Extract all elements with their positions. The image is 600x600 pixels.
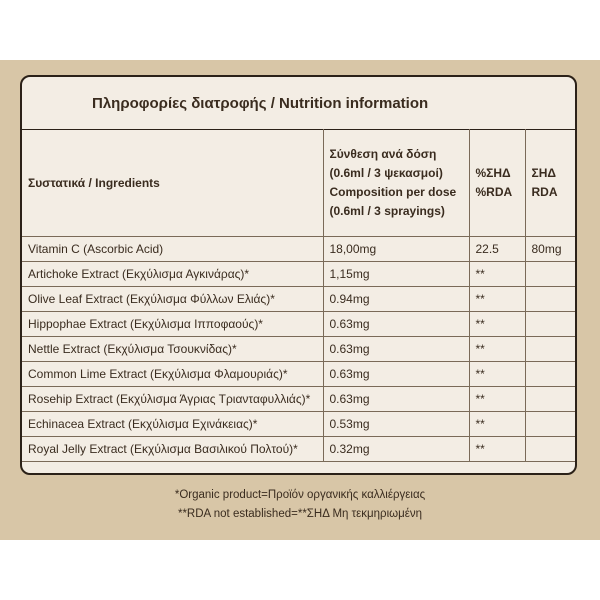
rda-cell xyxy=(525,312,575,337)
table-row xyxy=(22,287,575,312)
amount-cell: 0.63mg xyxy=(323,337,469,362)
rda-cell: 80mg xyxy=(525,237,575,262)
rda-cell xyxy=(525,362,575,387)
ingredient-cell: Echinacea Extract (Εκχύλισμα Εχινάκειας)* xyxy=(22,412,323,437)
ingredient-cell: Hippophae Extract (Εκχύλισμα Ιπποφαούς)* xyxy=(22,312,323,337)
table-row xyxy=(22,237,575,262)
rda-percent-cell: ** xyxy=(469,412,525,437)
ingredient-cell: Vitamin C (Ascorbic Acid) xyxy=(22,237,323,262)
rda-cell xyxy=(525,337,575,362)
rda-percent-cell: 22.5 xyxy=(469,237,525,262)
amount-cell: 18,00mg xyxy=(323,237,469,262)
amount-cell: 0.63mg xyxy=(323,362,469,387)
ingredient-cell: Common Lime Extract (Εκχύλισμα Φλαμουριάς)* xyxy=(22,362,323,387)
rda-cell xyxy=(525,437,575,462)
amount-cell: 0.53mg xyxy=(323,412,469,437)
table-header-row xyxy=(22,130,575,237)
rda-percent-cell: ** xyxy=(469,387,525,412)
ingredient-cell: Nettle Extract (Εκχύλισμα Τσουκνίδας)* xyxy=(22,337,323,362)
rda-percent-cell: ** xyxy=(469,337,525,362)
nutrition-card xyxy=(20,75,577,475)
ingredient-cell: Rosehip Extract (Εκχύλισμα Άγριας Τριανταφυλλιάς)* xyxy=(22,387,323,412)
amount-cell: 0.94mg xyxy=(323,287,469,312)
ingredient-cell: Olive Leaf Extract (Εκχύλισμα Φύλλων Ελιάς)* xyxy=(22,287,323,312)
amount-cell: 0.63mg xyxy=(323,312,469,337)
ingredient-cell: Artichoke Extract (Εκχύλισμα Αγκινάρας)* xyxy=(22,262,323,287)
rda-percent-cell: ** xyxy=(469,287,525,312)
table-row xyxy=(22,387,575,412)
rda-percent-cell: ** xyxy=(469,262,525,287)
rda-cell xyxy=(525,412,575,437)
rda-percent-cell: ** xyxy=(469,362,525,387)
amount-cell: 1,15mg xyxy=(323,262,469,287)
table-row xyxy=(22,312,575,337)
ingredient-cell: Royal Jelly Extract (Εκχύλισμα Βασιλικού Πολτού)* xyxy=(22,437,323,462)
rda-cell xyxy=(525,262,575,287)
header-rda: ΣΗΔ RDA xyxy=(525,130,575,237)
amount-cell: 0.32mg xyxy=(323,437,469,462)
header-composition: Σύνθεση ανά δόση (0.6ml / 3 ψεκασμοί) Composition per dose (0.6ml / 3 sprayings) xyxy=(323,130,469,237)
rda-cell xyxy=(525,287,575,312)
amount-cell: 0.63mg xyxy=(323,387,469,412)
table-row xyxy=(22,262,575,287)
table-row xyxy=(22,362,575,387)
rda-cell xyxy=(525,387,575,412)
footnote-rda: **RDA not established=**ΣΗΔ Μη τεκμηριωμένη xyxy=(177,508,423,520)
footnote-organic: *Organic product=Προϊόν οργανικής καλλιέργειας xyxy=(174,489,426,501)
rda-percent-cell: ** xyxy=(469,312,525,337)
table-row xyxy=(22,412,575,437)
header-rda-percent: %ΣΗΔ %RDA xyxy=(469,130,525,237)
header-ingredients: Συστατικά / Ingredients xyxy=(22,130,323,237)
nutrition-title: Πληροφορίες διατροφής / Nutrition information xyxy=(92,94,429,112)
table-row xyxy=(22,337,575,362)
footnotes xyxy=(0,486,600,524)
rda-percent-cell: ** xyxy=(469,437,525,462)
nutrition-table xyxy=(22,129,575,462)
table-row xyxy=(22,437,575,462)
